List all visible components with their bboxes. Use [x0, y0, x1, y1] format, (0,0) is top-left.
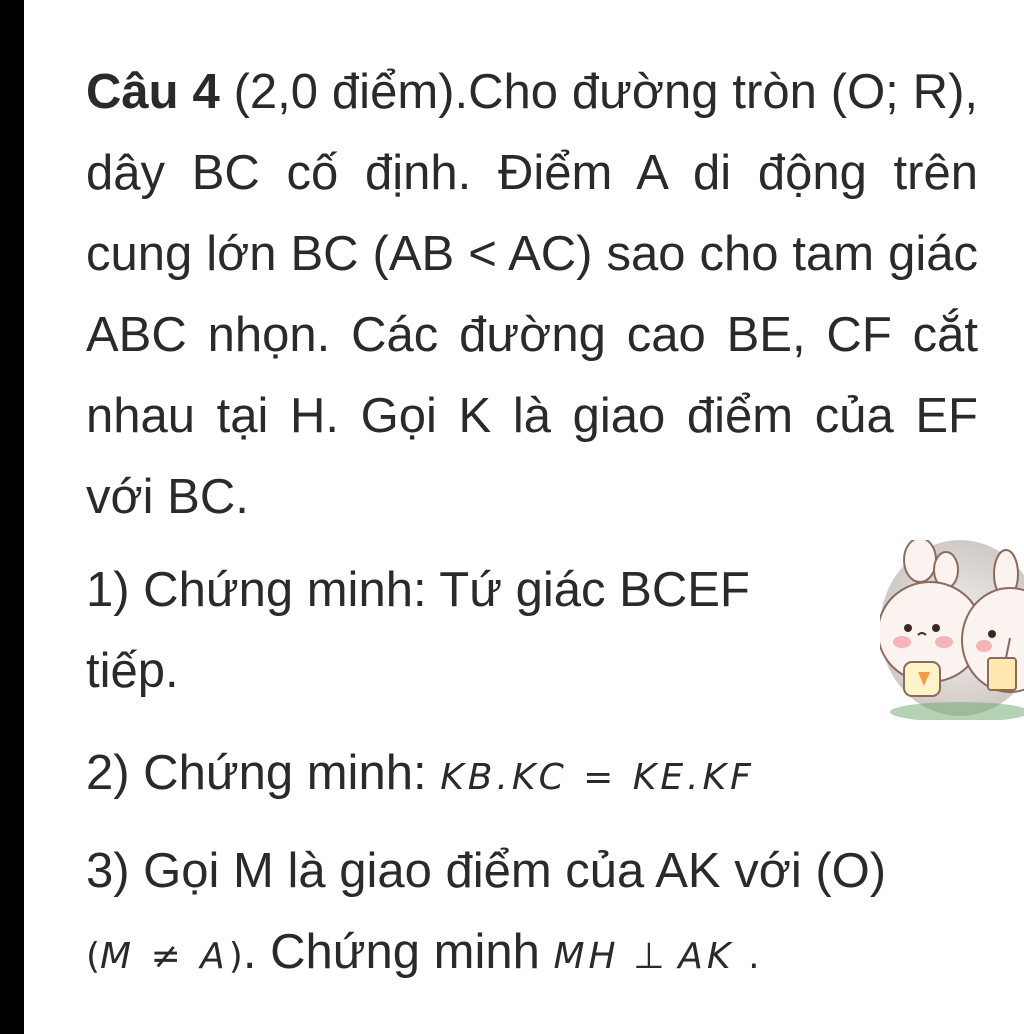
item-2-label: 2) Chứng minh: — [86, 746, 427, 800]
problem-intro — [86, 52, 978, 538]
item-3-formula-ak: AK — [678, 936, 735, 977]
problem-points: (2,0 điểm) — [233, 65, 455, 119]
problem-intro-text: .Cho đường tròn (O; R), dây BC cố định. Điểm A di động trên cung lớn BC (AB < AC) sao cho tam giác ABC nhọn. Các đường cao BE, CF cắt nhau tại H. Gọi K là giao điểm của EF với BC. — [86, 65, 979, 524]
item-3-formula-mh: MH — [553, 936, 620, 977]
item-3-condition: M ≠ A — [100, 936, 229, 977]
item-3-line-1: 3) Gọi M là giao điểm của AK với (O) — [86, 844, 887, 898]
item-3-mid-text: . Chứng minh — [242, 925, 540, 979]
perpendicular-symbol: ⊥ — [633, 936, 665, 977]
bunny-sticker-icon — [880, 540, 1024, 720]
item-2 — [86, 733, 755, 818]
item-3-open-paren: ( — [86, 936, 101, 977]
item-2-formula: KB.KC = KE.KF — [440, 757, 755, 798]
item-1-line-1: 1) Chứng minh: Tứ giác BCEF — [86, 563, 750, 617]
bunny-sticker-graphic — [880, 540, 1024, 720]
item-3-end-dot: . — [748, 936, 760, 977]
item-1-line-2: tiếp. — [86, 644, 179, 698]
problem-heading: Câu 4 — [86, 65, 220, 119]
item-3-line-2 — [86, 912, 760, 997]
item-3-close-paren: ) — [228, 936, 243, 977]
left-edge-bar — [0, 0, 24, 1034]
